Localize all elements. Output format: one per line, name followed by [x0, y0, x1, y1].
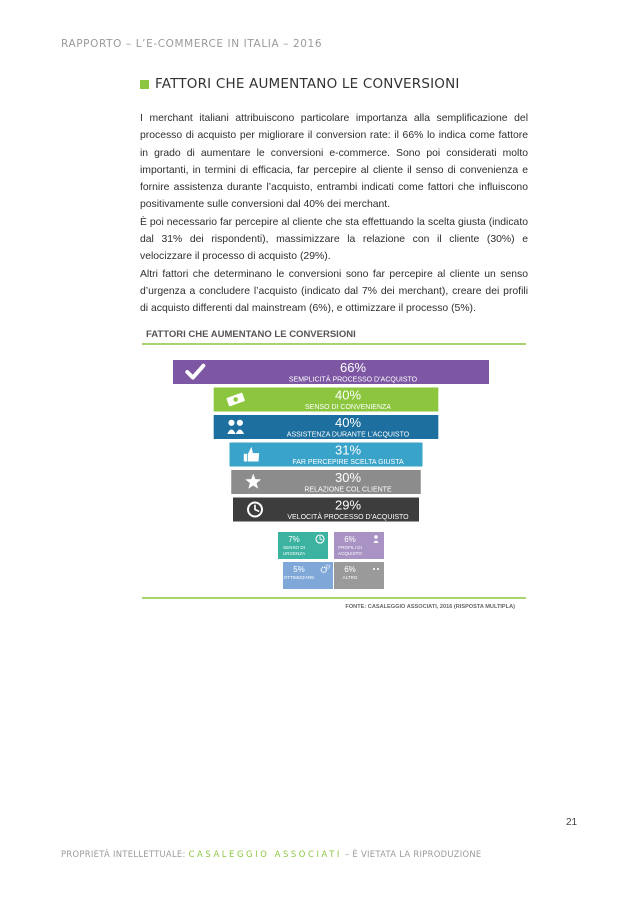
section-title: [140, 76, 460, 92]
thumb-cuff: [244, 454, 248, 462]
funnel-value-relazione-col-cliente: 30%: [334, 470, 362, 485]
person-head-0: [228, 420, 234, 426]
tile-label-ottimizzare-1: OTTIMIZZARE: [283, 575, 315, 580]
tile-label-altro-1: ALTRO: [342, 575, 358, 580]
funnel-label-assistenza-durante-l-acquisto: ASSISTENZA DURANTE L’ACQUISTO: [286, 431, 410, 439]
tile-altro: [334, 562, 384, 589]
paragraph-1: I merchant italiani attribuiscono particolare importanza alla semplificazione del processo di acquisto per migliorare il conversion rate: il 66% lo indica come fattore in grado di aumentare le conversioni e-commerce. Sono poi considerati molto importanti, in termini di efficacia, far percepire al cliente il senso di convenienza e fornire assistenza durante l’acquisto, entrambi indicati come fattori che influiscono positivamente sulle conversioni dal 40% dei merchant.: [140, 113, 528, 211]
person-head-1: [237, 420, 243, 426]
person-head: [374, 535, 378, 539]
funnel-value-far-percepire-scelta-giusta: 31%: [334, 442, 362, 458]
tile-label-profili-di-acquisto-2: ACQUISTO: [338, 551, 362, 556]
tile-value-senso-di-urgenza: 7%: [288, 535, 300, 544]
tile-label-senso-di-urgenza-1: SENSO DI: [283, 545, 305, 550]
footer-suffix: – È VIETATA LA RIPRODUZIONE: [341, 849, 482, 859]
banknote-dot: [233, 397, 237, 401]
funnel-value-semplicita-processo-d-acquisto: 66%: [339, 360, 367, 375]
funnel-label-far-percepire-scelta-giusta: FAR PERCEPIRE SCELTA GIUSTA: [292, 459, 404, 466]
dot-0: [373, 568, 375, 570]
funnel-value-assistenza-durante-l-acquisto: 40%: [334, 415, 362, 430]
tile-value-altro: 6%: [344, 565, 356, 574]
report-header: RAPPORTO – L’E-COMMERCE IN ITALIA – 2016: [61, 38, 323, 50]
tile-value-ottimizzare: 5%: [293, 565, 305, 574]
infographic: [142, 325, 526, 613]
funnel-chart: [142, 325, 526, 613]
paragraph-3: Altri fattori che determinano le conversioni sono far percepire al cliente un senso d’urgenza a concludere l’acquisto (indicato dal 7% dei merchant), creare dei profili di acquisto differenti dal mainstream (6%), e ottimizzare il processo (5%).: [140, 268, 528, 315]
infographic-source: FONTE: CASALEGGIO ASSOCIATI, 2016 (RISPOSTA MULTIPLA): [345, 604, 515, 610]
funnel-label-semplicita-processo-d-acquisto: SEMPLICITÀ PROCESSO D’ACQUISTO: [288, 376, 418, 384]
funnel-value-velocita-processo-d-acquisto: 29%: [334, 497, 362, 513]
footer: [61, 849, 482, 859]
tile-label-senso-di-urgenza-2: URGENZA: [282, 551, 306, 556]
funnel-label-senso-di-convenienza: SENSO DI CONVENIENZA: [305, 404, 391, 411]
section-bullet-square: [140, 80, 149, 89]
footer-prefix: PROPRIETÀ INTELLETTUALE:: [61, 849, 189, 859]
footer-brand: CASALEGGIO ASSOCIATI: [188, 849, 342, 859]
infographic-title: FATTORI CHE AUMENTANO LE CONVERSIONI: [146, 329, 356, 340]
paragraph-2: È poi necessario far percepire al cliente che sta effettuando la scelta giusta (indicato dal 31% dei rispondenti), massimizzare la relazione con il cliente (30%) e velocizzare il processo di acquisto (29%).: [140, 216, 528, 263]
section-title-text: FATTORI CHE AUMENTANO LE CONVERSIONI: [155, 76, 460, 92]
funnel-label-relazione-col-cliente: RELAZIONE COL CLIENTE: [304, 486, 392, 494]
funnel-value-senso-di-convenienza: 40%: [334, 387, 362, 403]
body-text: [140, 110, 528, 318]
page-number: 21: [566, 817, 578, 828]
funnel-label-velocita-processo-d-acquisto: VELOCITÀ PROCESSO D’ACQUISTO: [287, 514, 409, 521]
dot-1: [377, 568, 379, 570]
tile-label-profili-di-acquisto-1: PROFILI DI: [338, 545, 362, 550]
tile-value-profili-di-acquisto: 6%: [344, 535, 356, 544]
